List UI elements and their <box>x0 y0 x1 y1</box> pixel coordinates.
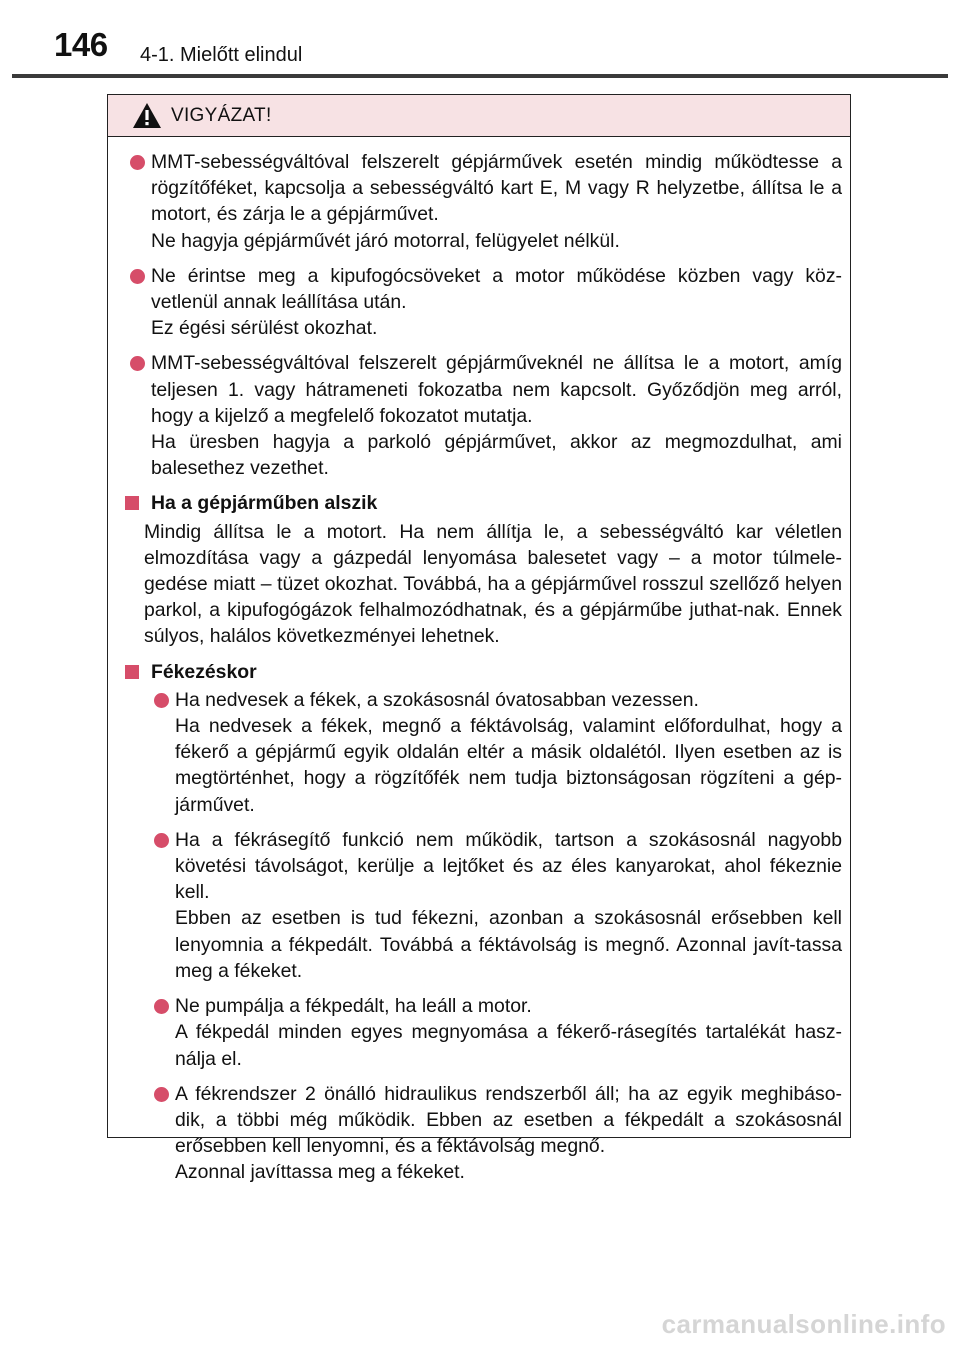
section-heading-sleep <box>120 490 842 516</box>
item-text: Azonnal javíttassa meg a fékeket. <box>175 1161 465 1184</box>
caution-title: VIGYÁZAT! <box>171 104 272 126</box>
warning-triangle-icon <box>132 102 162 129</box>
item-text: A fékpedál minden egyes megnyomása a fékerő-rásegítés tartalékát hasz-nálja el. <box>175 1021 842 1070</box>
square-bullet-icon <box>125 496 139 510</box>
bullet-dot-icon <box>130 356 145 371</box>
caution-item <box>120 263 842 342</box>
item-text: Ha üresben hagyja a parkoló gépjárművet, akkor az megmozdulhat, ami balesethez vezethet. <box>151 431 842 480</box>
item-text: MMT-sebességváltóval felszerelt gépjárművek esetén mindig működtesse a rögzítőféket, kapcsolja a sebességváltó kart E, M vagy R helyzetbe, állítsa le a motort, és zárja le a gépjárművet. <box>151 151 842 226</box>
section-heading-text: Fékezéskor <box>151 660 257 683</box>
braking-item <box>144 1081 842 1186</box>
item-text: Ne érintse meg a kipufogócsöveket a motor működése közben vagy köz-vetlenül annak leállítása után. <box>151 264 842 314</box>
item-text: Ne pumpálja a fékpedált, ha leáll a motor. <box>175 995 532 1018</box>
caution-item <box>120 350 842 481</box>
braking-item <box>144 993 842 1072</box>
item-text: Ne hagyja gépjárművét járó motorral, felügyelet nélkül. <box>151 229 620 252</box>
item-text: Ha nedvesek a fékek, megnő a féktávolság, valamint előfordulhat, hogy a fékerő a gépjármű egyik oldalán eltér a másik oldalétól. Ilyen esetben az is megtörténhet, hogy a rögzítőfék nem tudja biztonságosan rögzíteni a gép-járművet. <box>175 715 842 816</box>
section-heading-text: Ha a gépjárműben alszik <box>151 492 378 515</box>
bullet-dot-icon <box>130 269 145 284</box>
braking-item <box>144 827 842 984</box>
bullet-dot-icon <box>154 833 169 848</box>
item-text: Ebben az esetben is tud fékezni, azonban a szokásosnál erősebben kell lenyomnia a fékpedált. Továbbá a féktávolság is megnő. Azonnal javít-tassa meg a fékeket. <box>175 907 842 982</box>
watermark: carmanualsonline.info <box>661 1309 946 1339</box>
caution-header <box>108 95 850 137</box>
page-header <box>0 0 960 80</box>
section-title: 4-1. Mielőtt elindul <box>140 44 303 66</box>
page-number: 146 <box>54 26 108 63</box>
bullet-dot-icon <box>154 999 169 1014</box>
item-text: Ha nedvesek a fékek, a szokásosnál óvatosabban vezessen. <box>175 688 699 711</box>
section-heading-braking <box>120 659 842 685</box>
caution-item <box>120 149 842 254</box>
square-bullet-icon <box>125 665 139 679</box>
item-text: Ha a fékrásegítő funkció nem működik, tartson a szokásosnál nagyobb követési távolságot, kerülje a lejtőket és az éles kanyarokat, ahol fékeznie kell. <box>175 828 842 904</box>
bullet-dot-icon <box>154 693 169 708</box>
bullet-dot-icon <box>130 155 145 170</box>
bullet-dot-icon <box>154 1087 169 1102</box>
caution-body <box>108 137 850 1186</box>
paragraph-text: Mindig állítsa le a motort. Ha nem állítja le, a sebességváltó kar véletlen elmozdítása vagy a gázpedál lenyomása balesetet vagy – a motor túlmele-gedése miatt – tüzet okozhat. Továbbá, ha a gépjárművel rosszul szellőző helyen parkol, a kipufogógázok felhalmozódhatnak, és a gépjárműbe juthat-nak. Ennek súlyos, halálos következményei lehetnek. <box>144 520 842 648</box>
item-text: A fékrendszer 2 önálló hidraulikus rendszerből áll; ha az egyik meghibáso-dik, a többi még működik. Ebben az esetben a fékpedált a szokásosnál erősebben kell lenyomni, és a féktávolság megnő. <box>175 1082 842 1158</box>
item-text: Ez égési sérülést okozhat. <box>151 317 378 340</box>
section-paragraph <box>120 519 842 650</box>
braking-item <box>144 687 842 818</box>
item-text: MMT-sebességváltóval felszerelt gépjárműveknél ne állítsa le a motort, amíg teljesen 1. vagy hátrameneti fokozatba nem kapcsolt. Győződjön meg arról, hogy a kijelző a megfelelő fokozatot mutatja. <box>151 352 842 427</box>
header-rule <box>12 74 948 78</box>
caution-box <box>107 94 851 1184</box>
